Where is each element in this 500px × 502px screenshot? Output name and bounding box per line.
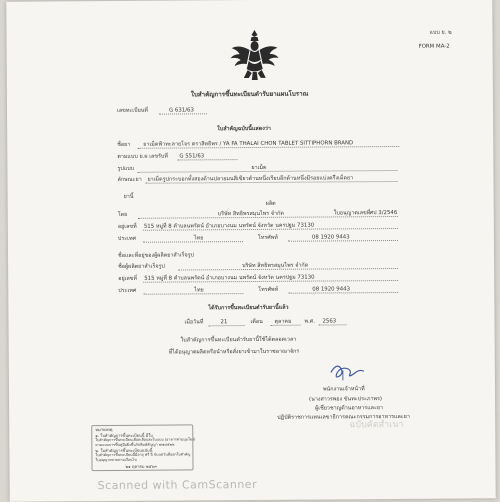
manufacturer-name: บริษัท สิทธิพรสมุนไพร จำกัด [217, 210, 284, 218]
summary-heading: ใบสำคัญฉบับนี้แสดงว่า [217, 125, 271, 133]
validity-line-2: ที่ได้อนุญาตผลิตหรือนำหรือสั่งยาเข้ามาในราชอาณาจักร [168, 348, 300, 356]
manufacturer-phone: 08 1920 9443 [311, 234, 350, 241]
handwritten-signature-icon [327, 358, 367, 382]
notes-line-4: ๒. ใบสำคัญการขึ้นทะเบียนฉบับนี้ [95, 447, 153, 454]
signature-title: พนักงานเจ้าหน้าที่ [322, 386, 365, 393]
manufacturer-country: ไทย [193, 235, 204, 242]
form-name: FORM MA-2 [418, 43, 450, 50]
notes-line-2: ใบสำคัญการขึ้นทะเบียนเลือดเลือนสะในแบบ (อาหารสามมุมโมง) [95, 437, 196, 443]
notes-heading: หมายเหตุ [95, 426, 113, 433]
approval-date-prefix: เมื่อวันที่ [184, 319, 204, 326]
applicant-phone-label: โทรศัพท์ [258, 286, 279, 293]
registration-number-label: เลขทะเบียนที่ [117, 107, 148, 114]
manufacturer-phone-label: โทรศัพท์ [257, 234, 278, 241]
notes-line-7: ๒๑ ตุลาคม ๒๕๖๓ [125, 463, 157, 469]
manufacturer-country-label: ประเทศ [117, 235, 136, 242]
drug-character: ยาเม็ดรูปกระบอกทั้งสองด้านปลายมนสีเขียวด้านหนึ่งเรียบอีกด้านหนึ่งมีรอยแบ่งครึ่งเม็ดยา [147, 175, 354, 183]
validity-line-1: ใบสำคัญการขึ้นทะเบียนตำรับยานี้ใช้ได้ตลอดเวลา [180, 336, 297, 344]
character-label: ลักษณะยา [117, 176, 142, 183]
drug-name-label: ชื่อยา [117, 141, 131, 148]
approval-month-label: เดือน [250, 318, 263, 326]
reference-label: ตามแบบ ย.ผ เลขรับที่ [117, 153, 168, 160]
approval-day: 21 [220, 319, 228, 326]
notes-line-6: ใบอนุญาตขายตามเงื่อนไข [95, 457, 137, 463]
manufacturer-address: 515 หมู่ที่ 8 ตำบลนพรัตน์ อำเภอบางนม นพรัตน์ จังหวัด นครปฐม 73130 [143, 222, 315, 230]
approval-year: 2563 [322, 318, 337, 325]
license-number: ศป 3/2546 [369, 209, 398, 217]
registration-number: G 631/63 [169, 107, 194, 114]
approval-month: ตุลาคม [274, 318, 292, 325]
signatory-position-1: ผู้เชี่ยวชาญด้านอาหารและยา [315, 405, 384, 412]
applicant-name: บริษัท สิทธิพรสมุนไพร จำกัด [242, 262, 309, 270]
approval-heading: ได้รับการขึ้นทะเบียนตำรับยานี้แล้ว [208, 304, 289, 312]
drug-name: ยาเม็ดฟ้าทะลายโจร ตราสิทธิพร / YA FA THALAI CHON TABLET SITTIPHORN BRAND [143, 140, 354, 148]
document-page [6, 0, 495, 502]
manufacturer-address-label: อยู่เลขที่ [117, 223, 137, 230]
approval-year-label: พ.ศ. [304, 318, 315, 325]
garuda-emblem-icon [228, 28, 280, 83]
notes-line-1: ๑. ใบสำคัญการขึ้นทะเบียนนี้ มีใบ [95, 432, 153, 439]
signatory-name: (นางสาวรพอง ขันทะประภาพร) [309, 396, 383, 403]
camscanner-watermark: Scanned with CamScanner [97, 477, 258, 493]
applicant-name-label: ชื่อผู้ผลิตยาสำเร็จรูป [118, 263, 165, 270]
applicant-section-label: ชื่อและที่อยู่ของผู้ผลิตยาสำเร็จรูป [118, 252, 194, 259]
notes-line-3: ตามแบบการขึ้นคู่มือยิ่งขึ้นกับพิมพ์สัญญา ๗๗๘๕๒๒ [95, 442, 175, 448]
applicant-phone: 08 1920 9443 [312, 286, 351, 293]
applicant-address: 515 หมู่ที่ 8 ตำบลนพรัตน์ อำเภอบางนม นพรัตน์ จังหวัด นครปฐม 73130 [144, 274, 315, 282]
applicant-country-label: ประเทศ [118, 287, 137, 294]
form-code: แบบ ย. ๒ [429, 29, 452, 36]
produced-label: ผลิต [265, 200, 276, 207]
manufacturer-by-label: โดย [117, 211, 128, 218]
dosage-form-label: รูปแบบ [117, 165, 135, 172]
applicant-address-label: อยู่เลขที่ [118, 275, 138, 282]
applicant-country: ไทย [194, 287, 204, 294]
faint-stamp: ฉบับคัดสำเนา [349, 419, 404, 431]
notes-line-5: ใบสำคัญการขึ้นทะเบียนนี้มีอายุ ฟรี ปี นับแต่วันที่ออกใบสำคัญ [95, 452, 191, 458]
manufacturer-section-label: ยานี้ [123, 193, 134, 200]
reference-number: G 551/63 [179, 153, 205, 160]
license-label: ใบอนุญาตเลขที่ [333, 210, 371, 217]
signatory-position-2: ปฏิบัติราชการแทนเลขาธิการคณะกรรมการอาหารและยา [277, 413, 410, 421]
document-title: ใบสำคัญการขึ้นทะเบียนตำรับยาแผนโบราณ [190, 90, 309, 99]
dosage-form: ยาเม็ด [251, 164, 267, 171]
